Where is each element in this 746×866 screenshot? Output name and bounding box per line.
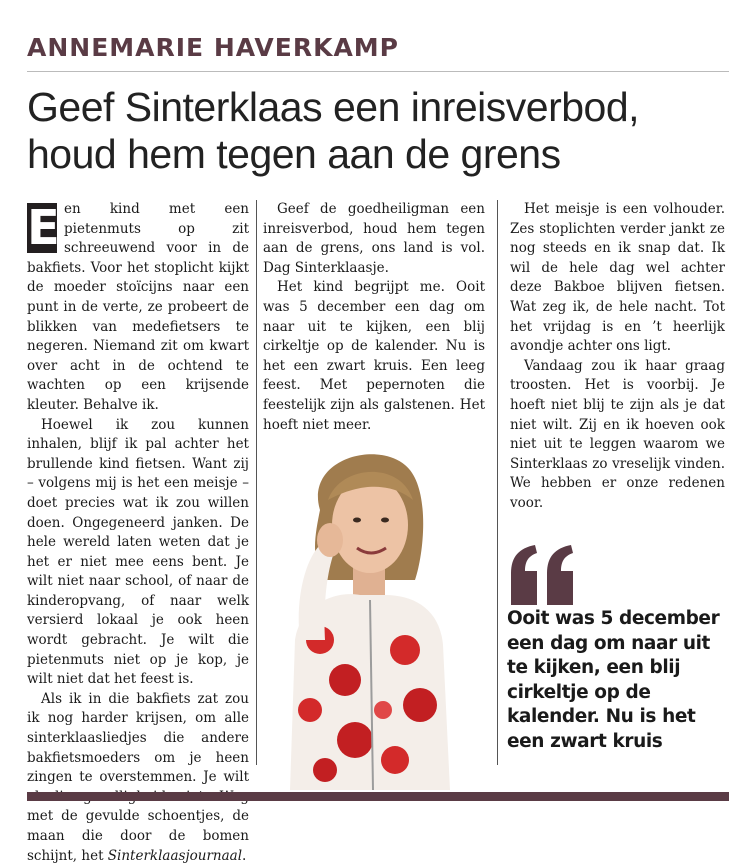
bottom-bar (27, 792, 729, 801)
column-1 (27, 200, 249, 866)
column-2-paragraph-2: Het kind begrijpt me. Ooit was 5 december een dag om naar uit te kijken, een blij cirkeltje op de kalender. Nu is het een zwart kruis. Een leeg feest. Met pepernoten die feestelijk zijn als galstenen. Het hoeft niet meer. (263, 279, 485, 433)
headline-line-1: Geef Sinterklaas een inreisverbod, (27, 84, 640, 130)
column-divider-1 (256, 200, 257, 765)
headline-line-2: houd hem tegen aan de grens (27, 131, 561, 177)
column-1-paragraph-2: Hoewel ik zou kunnen inhalen, blijf ik pal achter het brullende kind fietsen. Want zij – volgens mij is het een meisje – doet precies wat ik zou willen doen. Ongegeneerd janken. De hele wereld laten weten dat je het er niet mee eens bent. Je wilt niet naar school, of naar de kinderopvang, of naar welk versierd lokaal je ook heen wordt gebracht. Je wilt die pietenmuts niet op je kop, je wilt niet dat het feest is. (27, 416, 249, 688)
column-1-paragraph-1: E en kind met een pietenmuts op zit schreeuwend voor in de bakfiets. Voor het stoplicht kijkt de moeder stoïcijns naar een punt in de verte, ze probeert de blikken van medefietsers te negeren. Niemand zit om kwart over acht in de ochtend te wachten op een krijsende kleuter. Behalve ik. (27, 200, 249, 413)
drop-cap: E (27, 200, 60, 256)
column-2 (263, 200, 485, 435)
author-portrait (265, 440, 465, 790)
column-divider-2 (497, 200, 498, 765)
column-1-paragraph-3: Als ik in die bakfiets zat zou ik nog harder krijsen, om alle sinterklaasliedjes die andere bakfietsmoeders om je heen zingen te overstemmen. Je wilt met de gevulde schoentjes, de maan die door de bomen schijnt, het Sinterklaasjournaal. (27, 690, 249, 864)
pull-quote: Ooit was 5 december een dag om naar uit te kijken, een blij cirkeltje op de kalender. Nu is het een zwart kruis (507, 608, 720, 752)
top-divider (27, 71, 729, 72)
author-name: ANNEMARIE HAVERKAMP (27, 33, 400, 62)
headline (27, 84, 727, 178)
column-3 (510, 200, 725, 514)
column-2-paragraph-1: Geef de goedheiligman een inreisverbod, houd hem tegen aan de grens, ons land is vol. Dag Sinterklaasje. (263, 201, 485, 276)
column-3-paragraph-2: Vandaag zou ik haar graag troosten. Het is voorbij. Je hoeft niet blij te zijn als je dat niet wilt. Zij en ik hoeven ook niet uit te leggen waarom we Sinterklaas zo vreselijk vinden. We hebben er onze redenen voor. (510, 357, 725, 511)
quote-mark-icon (507, 545, 577, 605)
column-3-paragraph-1: Het meisje is een volhouder. Zes stoplichten verder jankt ze nog steeds en ik snap dat. Ik wil de hele dag wel achter deze Bakboe blijven fietsen. Wat zeg ik, de hele nacht. Tot het vrijdag is en ’t heerlijk avondje achter ons ligt. (510, 201, 725, 355)
